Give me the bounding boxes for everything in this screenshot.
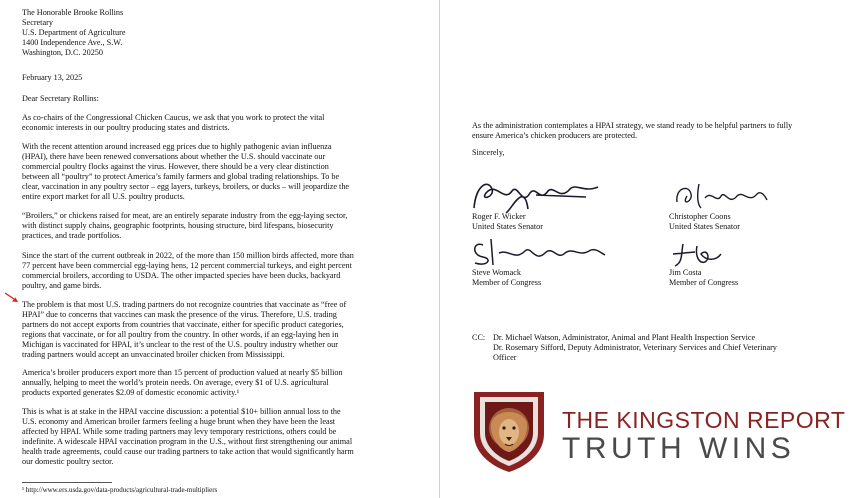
lion-shield-icon xyxy=(470,388,548,474)
cc-label: CC: xyxy=(472,333,486,342)
closing-paragraph: As the administration contemplates a HPAI strategy, we stand ready to be helpful partners to fully ensure America’s chicken producers are protected. xyxy=(472,121,793,140)
salutation: Dear Secretary Rollins: xyxy=(22,94,99,103)
signatory-block-costa xyxy=(669,268,738,288)
annotation-arrow-icon xyxy=(4,292,20,304)
signatory-title: Member of Congress xyxy=(669,277,739,287)
paragraph-1: As co-chairs of the Congressional Chicken Caucus, we ask that you work to protect the vital economic interests in our poultry producing states and districts. xyxy=(22,113,325,132)
kingston-report-logo xyxy=(470,388,845,474)
signatory-title: Member of Congress xyxy=(472,277,542,287)
sign-off: Sincerely, xyxy=(472,148,505,157)
letter-date: February 13, 2025 xyxy=(22,73,83,82)
paragraph-5: The problem is that most U.S. trading partners do not recognize countries that vaccinate as “free of HPAI” due to concerns that vaccines can mask the presence of the virus. Therefore, U.S. trading partners do not accept exports from countries that vaccinate, either for specific product categories, regions that vaccinate, or for all poultry from the country. In other words, if an egg-laying hen in Michigan is vaccinated for HPAI, it’s unclear to the rest of the U.S. poultry industry whether our trading partners would accept an unvaccinated broiler chicken from Mississippi. xyxy=(22,300,347,359)
signature-coons xyxy=(671,180,771,214)
signature-costa xyxy=(669,240,729,270)
signatory-title: United States Senator xyxy=(669,221,740,231)
paragraph-3: “Broilers,” or chickens raised for meat, are an entirely separate industry from the egg-laying sector, with distinct supply chains, geographic footprints, housing structure, bird lifespans, biosecurity practices, and trade portfolios. xyxy=(22,211,348,240)
signatory-block-womack xyxy=(472,268,541,288)
footnote: ¹ http://www.ers.usda.gov/data-products/agricultural-trade-multipliers xyxy=(22,486,218,494)
brand-tagline: TRUTH WINS xyxy=(562,432,796,465)
signatory-name: Steve Womack xyxy=(472,268,521,277)
signatory-name: Roger F. Wicker xyxy=(472,212,526,221)
signatory-block-wicker xyxy=(472,212,543,232)
footnote-divider xyxy=(22,482,112,483)
brand-title: THE KINGSTON REPORT xyxy=(562,407,846,433)
paragraph-7: This is what is at stake in the HPAI vaccine discussion: a potential $10+ billion annual loss to the U.S. economy and American broiler farmers feeling a huge brunt when they have been the least affected by HPAI. While some trading partners may levy temporary restrictions, others could be indefinite. A widescale HPAI vaccination program in the U.S., without first strengthening our animal health trade agreements, could cause our trading partners to take action that would significantly harm our domestic poultry sector. xyxy=(22,407,354,466)
signatory-name: Christopher Coons xyxy=(669,212,731,221)
paragraph-4: Since the start of the current outbreak in 2022, of the more than 150 million birds affected, more than 77 percent have been commercial egg-laying hens, 12 percent commercial turkeys, and eight percent commercial broilers, according to USDA. The other impacted species have been ducks, backyard poultry, and game birds. xyxy=(22,251,354,290)
recipient-address: The Honorable Brooke Rollins Secretary U.S. Department of Agriculture 1400 Independence Ave., S.W. Washington, D.C. 20250 xyxy=(22,8,126,57)
signatory-title: United States Senator xyxy=(472,221,543,231)
signature-womack xyxy=(469,235,609,269)
signatory-block-coons xyxy=(669,212,740,232)
cc-recipients: Dr. Michael Watson, Administrator, Animal and Plant Health Inspection Service Dr. Rosemary Sifford, Deputy Administrator, Veterinary Services and Chief Veterinary Officer xyxy=(493,333,777,362)
paragraph-2: With the recent attention around increased egg prices due to highly pathogenic avian influenza (HPAI), there have been renewed conversations about whether the U.S. should vaccinate our commercial poultry flocks against the virus. However, there should be a very clear distinction between all “poultry” to protect America’s family farmers and global trading relationships. To be clear, vaccination in any poultry sector – egg layers, turkeys, broilers, or ducks – will jeopardize the entire export market for all U.S. poultry products. xyxy=(22,142,350,201)
signatory-name: Jim Costa xyxy=(669,268,702,277)
paragraph-6: America’s broiler producers export more than 15 percent of production valued at nearly $5 billion annually, helping to meet the world’s protein needs. On average, every $1 of U.S. agricultural products exported generates $2.09 of domestic economic activity.¹ xyxy=(22,368,343,397)
